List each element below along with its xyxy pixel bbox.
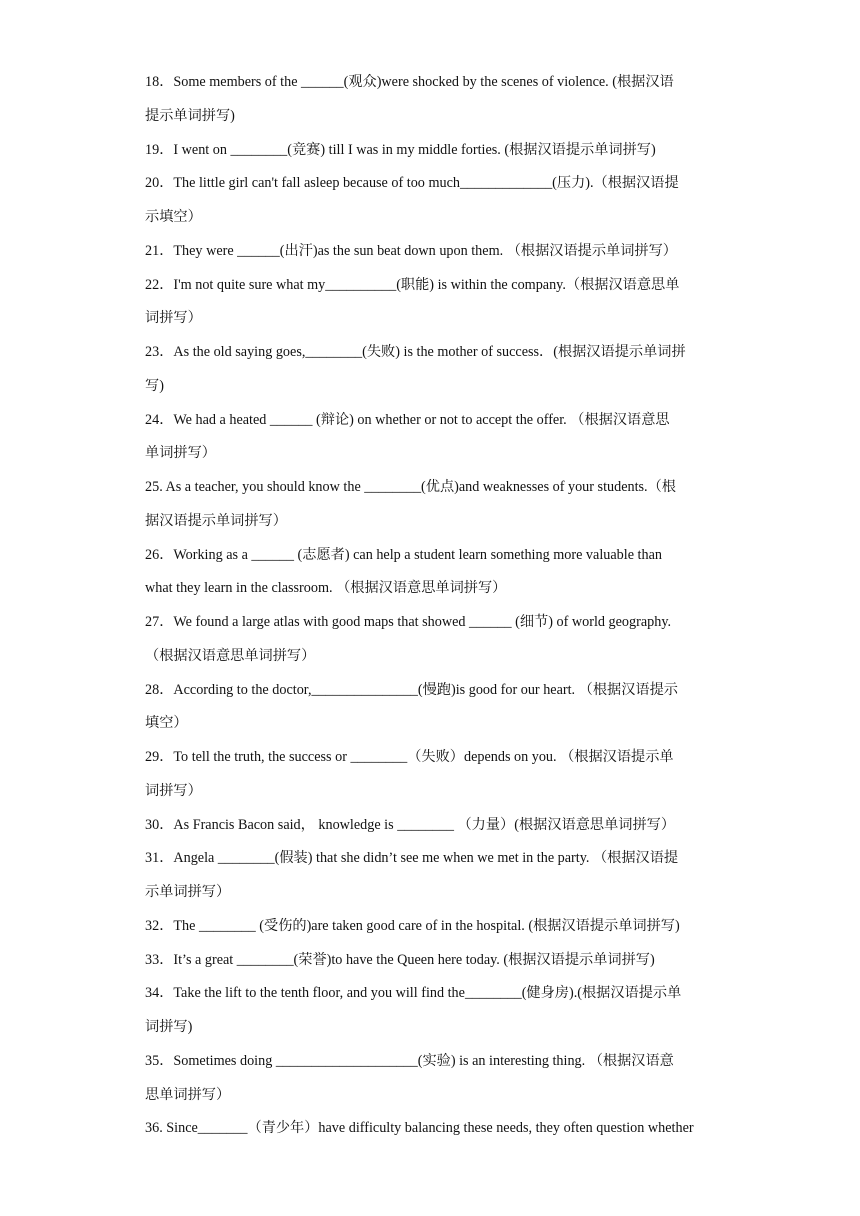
text-line: 思单词拼写） [145,1086,231,1103]
text-line: 词拼写） [145,310,202,327]
text-line: 28．According to the doctor,_______________(慢跑)is good for our heart. （根据汉语提示 [145,681,678,698]
text-line: 23．As the old saying goes,________(失败) is the mother of success．(根据汉语提示单词拼 [145,344,686,360]
text-line: 词拼写) [145,1019,193,1035]
text-line: 34．Take the lift to the tenth floor, and you will find the________(健身房).(根据汉语提示单 [145,985,682,1002]
text-line: （根据汉语意思单词拼写） [145,647,316,664]
text-line: 20．The little girl can't fall asleep because of too much_____________(压力).（根据汉语提 [145,175,679,192]
document-page [145,66,720,1146]
text-line: 写) [145,377,164,394]
text-line: 示单词拼写） [145,884,231,900]
text-line: 33．It’s a great ________(荣誉)to have the Queen here today. (根据汉语提示单词拼写) [145,951,655,968]
text-line: 25. As a teacher, you should know the ________(优点)and weaknesses of your students.（根 [145,479,676,495]
text-line: 24．We had a heated ______ (辩论) on whether or not to accept the offer. （根据汉语意思 [145,411,670,428]
text-line: 30．As Francis Bacon said， knowledge is ________ （力量）(根据汉语意思单词拼写） [145,816,676,833]
text-line: 27．We found a large atlas with good maps that showed ______ (细节) of world geography. [145,614,672,630]
text-line: 据汉语提示单词拼写） [145,512,287,529]
text-line: 单词拼写） [145,445,216,462]
text-line: 31．Angela ________(假装) that she didn’t see me when we met in the party. （根据汉语提 [145,850,679,867]
text-line: 词拼写） [145,782,202,799]
text-line: 22．I'm not quite sure what my__________(职能) is within the company.（根据汉语意思单 [145,276,680,293]
text-line: 提示单词拼写) [145,107,235,124]
text-line: 19．I went on ________(竞赛) till I was in my middle forties. (根据汉语提示单词拼写) [145,141,656,158]
text-line: 29．To tell the truth, the success or ________（失败）depends on you. （根据汉语提示单 [145,749,674,765]
text-line: 32．The ________ (受伤的)are taken good care of in the hospital. (根据汉语提示单词拼写) [145,917,680,934]
text-line: 18．Some members of the ______(观众)were shocked by the scenes of violence. (根据汉语 [145,74,674,90]
text-line: 填空） [145,715,188,732]
text-line: 示填空） [145,209,202,225]
text-line: 36. Since_______（青少年）have difficulty balancing these needs, they often question whether [145,1120,694,1137]
text-line: what they learn in the classroom. （根据汉语意思单词拼写） [145,580,507,597]
text-line: 26．Working as a ______ (志愿者) can help a student learn something more valuable than [145,546,662,563]
text-line: 21．They were ______(出汗)as the sun beat down upon them. （根据汉语提示单词拼写） [145,242,677,259]
text-line: 35．Sometimes doing ____________________(实验) is an interesting thing. （根据汉语意 [145,1052,674,1069]
